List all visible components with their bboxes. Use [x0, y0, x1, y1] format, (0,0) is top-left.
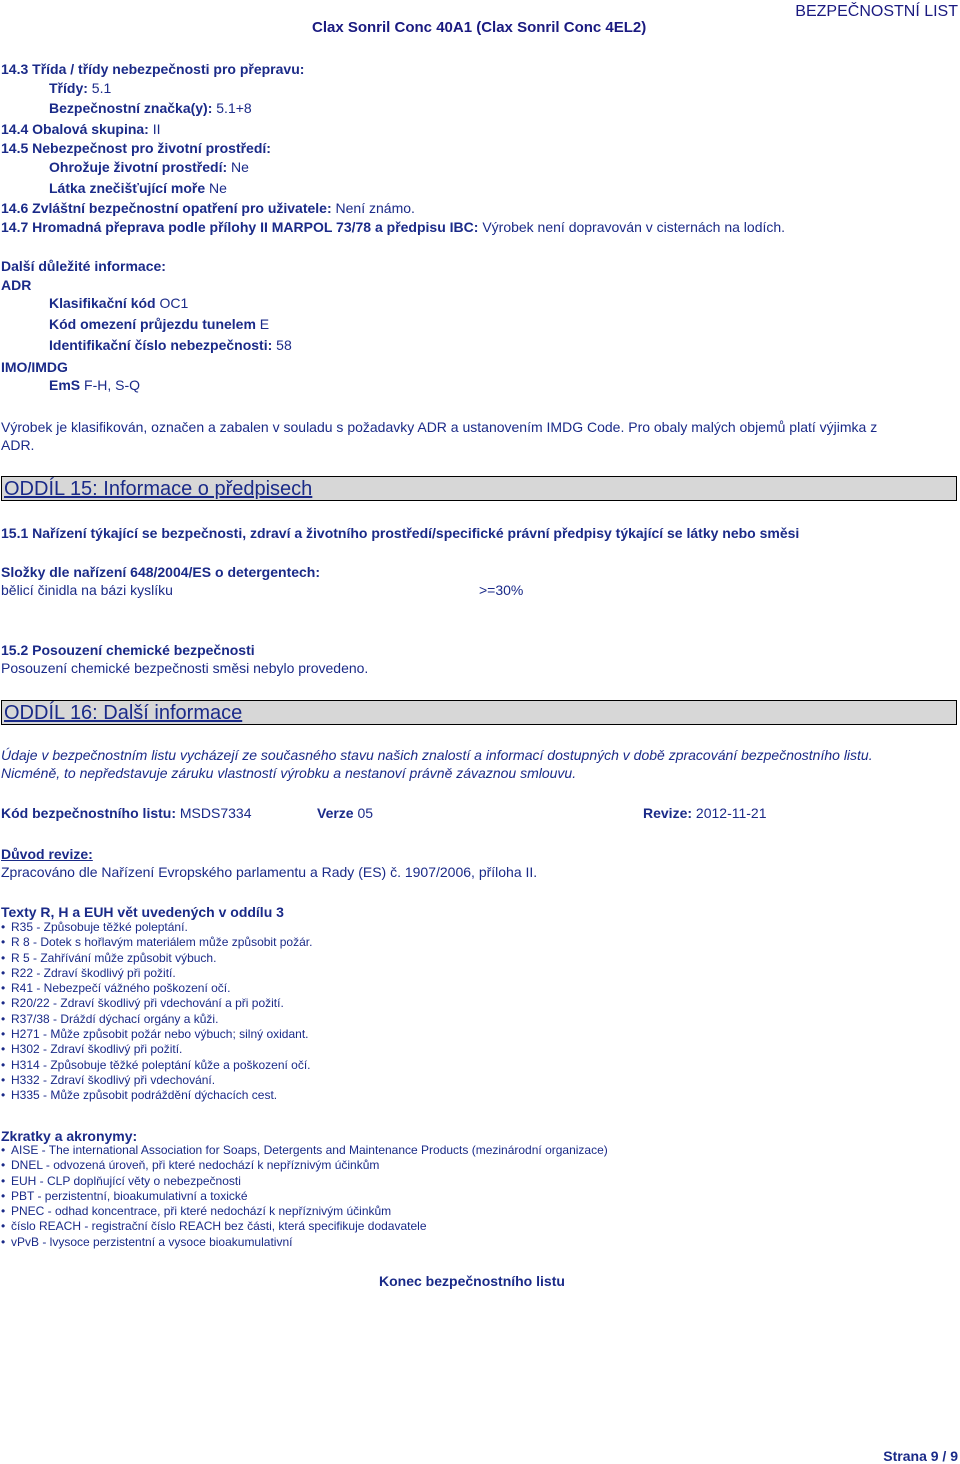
list-item: • číslo REACH - registrační číslo REACH bez části, která specifikuje dodavatele	[0, 1219, 608, 1234]
section-16-bar	[1, 700, 957, 725]
special-precautions: 14.6 Zvláštní bezpečnostní opatření pro uživatele: Není známo.	[1, 200, 415, 216]
ems-code: EmS F-H, S-Q	[49, 377, 141, 393]
detergent-heading: Složky dle nařízení 648/2004/ES o detergentech:	[1, 564, 321, 580]
product-title: Clax Sonril Conc 40A1 (Clax Sonril Conc 4EL2)	[312, 19, 647, 36]
transport-class-heading: 14.3 Třída / třídy nebezpečnosti pro přepravu:	[1, 61, 305, 77]
abbreviations-list	[0, 1143, 608, 1250]
bulk-transport: 14.7 Hromadná přeprava podle přílohy II MARPOL 73/78 a předpisu IBC: Výrobek není dopravován v cisternách na lodích.	[1, 219, 786, 235]
list-item: • H314 - Způsobuje těžké poleptání kůže a poškození očí.	[0, 1058, 312, 1073]
document-type: BEZPEČNOSTNÍ LIST	[795, 3, 958, 20]
environmental-hazards-heading: 14.5 Nebezpečnost pro životní prostředí:	[1, 140, 271, 156]
list-item: • AISE - The international Association for Soaps, Detergents and Maintenance Products (mezinárodní organizace)	[0, 1143, 608, 1158]
sds-code: Kód bezpečnostního listu: MSDS7334	[1, 805, 252, 821]
packing-group: 14.4 Obalová skupina: II	[1, 121, 161, 137]
section-15-bar	[1, 476, 957, 501]
page-number: Strana 9 / 9	[883, 1448, 958, 1464]
regulations-heading: 15.1 Nařízení týkající se bezpečnosti, zdraví a životního prostředí/specifické právní předpisy týkající se látky nebo směsi	[1, 525, 800, 541]
environmental-hazard: Ohrožuje životní prostředí: Ne	[49, 159, 249, 175]
transport-classes: Třídy: 5.1	[49, 80, 112, 96]
list-item: • R37/38 - Dráždí dýchací orgány a kůži.	[0, 1012, 312, 1027]
detergent-item: bělicí činidla na bázi kyslíku	[1, 582, 173, 598]
list-item: • vPvB - lvysoce perzistentní a vysoce bioakumulativní	[0, 1235, 608, 1250]
list-item: • R20/22 - Zdraví škodlivý při vdechování a při požití.	[0, 996, 312, 1011]
transport-note-line2: ADR.	[1, 437, 35, 453]
list-item: • PBT - perzistentní, bioakumulativní a toxické	[0, 1189, 608, 1204]
list-item: • R 8 - Dotek s hořlavým materiálem může způsobit požár.	[0, 935, 312, 950]
list-item: • H271 - Může způsobit požár nebo výbuch; silný oxidant.	[0, 1027, 312, 1042]
detergent-value: >=30%	[479, 582, 524, 598]
list-item: • H332 - Zdraví škodlivý při vdechování.	[0, 1073, 312, 1088]
other-info-heading: Další důležité informace:	[1, 258, 166, 274]
phrases-list	[0, 920, 312, 1104]
list-item: • EUH - CLP doplňující věty o nebezpečnosti	[0, 1174, 608, 1189]
list-item: • DNEL - odvozená úroveň, při které nedochází k nepříznivým účinkům	[0, 1158, 608, 1173]
section-15-title: ODDÍL 15: Informace o předpisech	[4, 478, 313, 500]
disclaimer-line1: Údaje v bezpečnostním listu vycházejí ze současného stavu našich znalostí a informací dostupných v době zpracování bezpečnostního listu.	[1, 747, 873, 763]
list-item: • R41 - Nebezpečí vážného poškození očí.	[0, 981, 312, 996]
list-item: • R22 - Zdraví škodlivý při požití.	[0, 966, 312, 981]
imo-heading: IMO/IMDG	[1, 359, 68, 375]
hazard-id-number: Identifikační číslo nebezpečnosti: 58	[49, 337, 292, 353]
abbreviations-heading: Zkratky a akronymy:	[1, 1128, 138, 1144]
tunnel-code: Kód omezení průjezdu tunelem E	[49, 316, 270, 332]
chemical-safety-text: Posouzení chemické bezpečnosti směsi nebylo provedeno.	[1, 660, 369, 676]
list-item: • R 5 - Zahřívání může způsobit výbuch.	[0, 951, 312, 966]
revision-date: Revize: 2012-11-21	[643, 805, 767, 821]
phrases-heading: Texty R, H a EUH vět uvedených v oddílu 3	[1, 904, 284, 920]
end-of-document: Konec bezpečnostního listu	[379, 1273, 565, 1289]
revision-reason-heading: Důvod revize:	[1, 846, 93, 862]
adr-heading: ADR	[1, 277, 32, 293]
chemical-safety-heading: 15.2 Posouzení chemické bezpečnosti	[1, 642, 255, 658]
version: Verze 05	[317, 805, 374, 821]
marine-pollutant: Látka znečišťující moře Ne	[49, 180, 227, 196]
section-16-title: ODDÍL 16: Další informace	[4, 702, 243, 724]
disclaimer-line2: Nicméně, to nepředstavuje záruku vlastností výrobku a nestanoví právně závaznou smlouvu.	[1, 765, 577, 781]
classification-code: Klasifikační kód OC1	[49, 295, 189, 311]
list-item: • H302 - Zdraví škodlivý při požití.	[0, 1042, 312, 1057]
list-item: • R35 - Způsobuje těžké poleptání.	[0, 920, 312, 935]
transport-note-line1: Výrobek je klasifikován, označen a zabalen v souladu s požadavky ADR a ustanovením IMDG Code. Pro obaly malých objemů platí výjimka z	[1, 419, 878, 435]
list-item: • PNEC - odhad koncentrace, při které nedochází k nepříznivým účinkům	[0, 1204, 608, 1219]
revision-reason-text: Zpracováno dle Nařízení Evropského parlamentu a Rady (ES) č. 1907/2006, příloha II.	[1, 864, 538, 880]
list-item: • H335 - Může způsobit podráždění dýchacích cest.	[0, 1088, 312, 1103]
safety-label: Bezpečnostní značka(y): 5.1+8	[49, 100, 252, 116]
